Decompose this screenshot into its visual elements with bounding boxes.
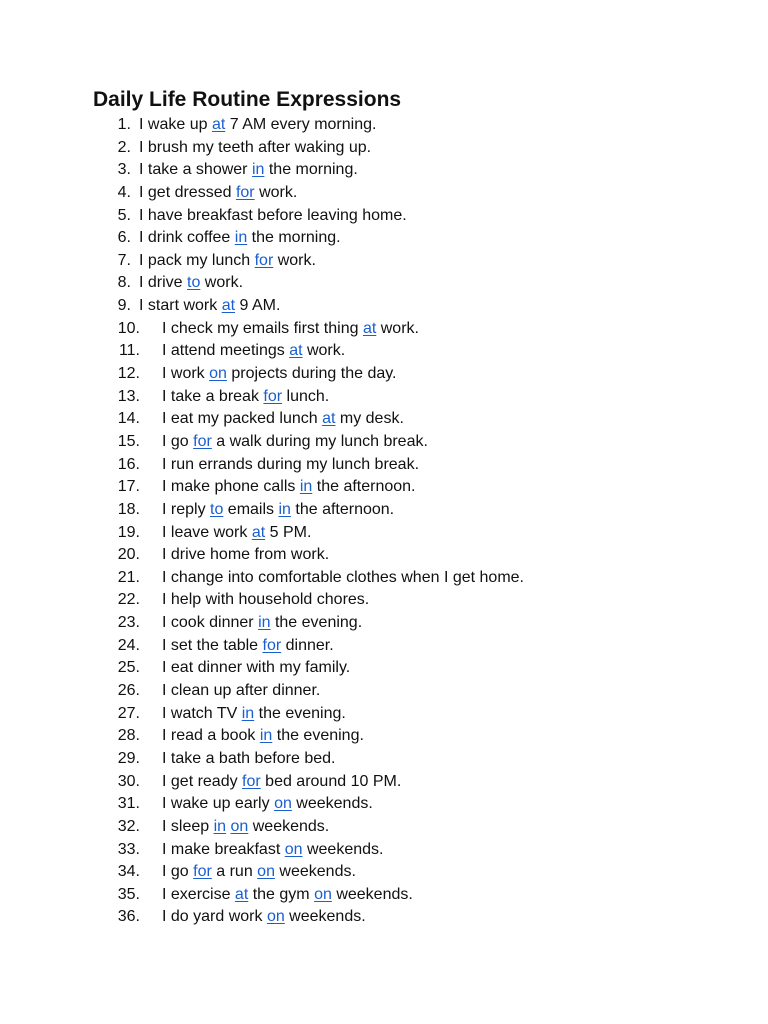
text-segment: I work	[162, 365, 210, 383]
text-segment: I brush my teeth after waking up.	[139, 138, 372, 156]
item-number: 3.	[117, 161, 131, 179]
item-text	[162, 612, 362, 635]
text-segment: the morning.	[247, 229, 341, 247]
preposition-link[interactable]: at	[221, 297, 236, 315]
text-segment: I clean up after dinner.	[162, 682, 321, 700]
document	[93, 86, 733, 929]
text-segment: the evening.	[254, 704, 346, 722]
preposition-link[interactable]: at	[211, 116, 226, 133]
item-number: 15.	[117, 432, 140, 450]
preposition-link[interactable]: for	[254, 251, 274, 269]
text-segment: I get ready	[162, 772, 243, 790]
text-segment: a run	[211, 863, 258, 881]
text-segment: I reply	[162, 500, 211, 518]
item-text	[139, 272, 243, 295]
text-segment: I do yard work	[162, 908, 267, 926]
text-segment: weekends.	[331, 885, 413, 903]
list-item	[93, 680, 733, 703]
text-segment: weekends.	[274, 863, 356, 881]
item-number: 12.	[117, 365, 140, 383]
list-item	[93, 114, 733, 137]
text-segment: I leave work	[162, 523, 252, 541]
item-number: 27.	[117, 704, 140, 722]
item-text	[139, 250, 316, 273]
list-item	[93, 227, 733, 250]
preposition-link[interactable]: on	[274, 795, 292, 813]
text-segment: I drink coffee	[139, 229, 235, 247]
item-number: 11.	[118, 342, 140, 360]
list-item	[93, 816, 733, 839]
item-number: 18.	[117, 500, 140, 518]
text-segment: 9 AM.	[235, 297, 281, 315]
list-item	[93, 567, 733, 590]
item-number: 5.	[117, 206, 131, 224]
item-number: 25.	[117, 659, 140, 677]
preposition-link[interactable]: for	[262, 636, 282, 654]
text-segment: I go	[162, 863, 194, 881]
text-segment: the afternoon.	[290, 500, 395, 518]
item-text	[139, 227, 341, 250]
text-segment: I pack my lunch	[139, 251, 255, 269]
text-segment: the gym	[248, 885, 315, 903]
text-segment: work.	[376, 319, 419, 337]
list-item	[93, 499, 733, 522]
text-segment: work.	[302, 342, 346, 360]
list-item	[93, 725, 733, 748]
list-item	[93, 476, 733, 499]
preposition-link[interactable]: for	[193, 432, 212, 450]
item-text	[162, 680, 320, 703]
item-text	[162, 657, 350, 680]
item-text	[139, 295, 280, 318]
item-number: 21.	[117, 568, 140, 586]
text-segment: I eat my packed lunch	[162, 410, 323, 428]
item-text	[162, 499, 394, 522]
list-item	[93, 295, 733, 318]
list-item	[93, 589, 733, 612]
item-text	[139, 159, 358, 182]
list-item	[93, 839, 733, 862]
text-segment: I start work	[139, 297, 222, 315]
list-item	[93, 205, 733, 228]
text-segment: I drive home from work.	[162, 546, 330, 564]
item-text	[139, 137, 371, 160]
preposition-link[interactable]: for	[193, 863, 212, 881]
text-segment: I cook dinner	[162, 614, 259, 632]
list-item	[93, 182, 733, 205]
preposition-link[interactable]: on	[230, 817, 249, 835]
item-number: 20.	[117, 546, 140, 564]
item-text	[162, 884, 413, 907]
preposition-link[interactable]: on	[314, 885, 332, 903]
text-segment: I take a bath before bed.	[162, 749, 336, 767]
item-number: 36.	[117, 908, 140, 926]
item-text	[162, 567, 524, 590]
preposition-link[interactable]: at	[289, 342, 303, 360]
text-segment: weekends.	[284, 908, 366, 926]
text-segment: I eat dinner with my family.	[162, 659, 351, 677]
text-segment: I make phone calls	[162, 478, 300, 496]
list-item	[93, 748, 733, 771]
item-text	[162, 589, 369, 612]
item-number: 1.	[117, 116, 131, 133]
item-number: 33.	[117, 840, 140, 858]
list-item	[93, 522, 733, 545]
preposition-link[interactable]: at	[362, 319, 377, 337]
preposition-link[interactable]: in	[258, 614, 271, 632]
text-segment: projects during the day.	[226, 365, 397, 383]
item-number: 30.	[117, 772, 140, 790]
preposition-link[interactable]: on	[257, 863, 275, 881]
text-segment: lunch.	[282, 387, 330, 405]
text-segment: I change into comfortable clothes when I get home.	[162, 568, 524, 586]
item-text	[162, 839, 383, 862]
item-number: 34.	[117, 863, 140, 881]
text-segment: I go	[162, 432, 194, 450]
text-segment: work.	[273, 251, 316, 269]
text-segment: weekends.	[248, 817, 330, 835]
item-text	[162, 793, 373, 816]
preposition-link[interactable]: for	[242, 772, 261, 790]
text-segment: I read a book	[162, 727, 260, 745]
list-item	[93, 431, 733, 454]
item-text	[139, 182, 297, 205]
text-segment: I help with household chores.	[162, 591, 370, 609]
preposition-link[interactable]: on	[284, 840, 303, 858]
list-item	[93, 272, 733, 295]
text-segment: I drive	[139, 274, 188, 292]
text-segment: emails	[223, 500, 279, 518]
item-text	[162, 906, 366, 929]
list-item	[93, 363, 733, 386]
text-segment: the evening.	[270, 614, 363, 632]
text-segment: I wake up	[139, 116, 212, 133]
preposition-link[interactable]: on	[266, 908, 285, 926]
item-number: 26.	[117, 682, 140, 700]
item-text	[162, 340, 345, 363]
item-number: 22.	[117, 591, 140, 609]
preposition-link[interactable]: for	[235, 183, 255, 201]
item-number: 13.	[117, 387, 140, 405]
text-segment: I take a break	[162, 387, 264, 405]
item-number: 14.	[117, 410, 140, 428]
item-text	[162, 703, 346, 726]
preposition-link[interactable]: for	[263, 387, 283, 405]
item-text	[162, 816, 329, 839]
item-text	[162, 408, 404, 431]
preposition-link[interactable]: in	[213, 817, 227, 835]
preposition-link[interactable]: on	[209, 365, 227, 383]
text-segment: I get dressed	[139, 183, 236, 201]
item-text	[139, 114, 376, 137]
item-text	[162, 363, 397, 386]
list-item	[93, 340, 733, 363]
item-number: 19.	[117, 523, 140, 541]
item-text	[162, 476, 416, 499]
item-number: 35.	[117, 885, 140, 903]
text-segment: I sleep	[162, 817, 214, 835]
preposition-link[interactable]: to	[187, 274, 201, 292]
preposition-link[interactable]: in	[259, 727, 273, 745]
item-text	[162, 318, 419, 341]
item-text	[162, 771, 401, 794]
text-segment: I watch TV	[162, 704, 242, 722]
list-item	[93, 861, 733, 884]
list-item	[93, 137, 733, 160]
item-number: 2.	[117, 138, 131, 156]
text-segment: 7 AM every morning.	[225, 116, 377, 133]
item-text	[162, 454, 419, 477]
preposition-link[interactable]: in	[299, 478, 313, 496]
list-item	[93, 454, 733, 477]
item-number: 28.	[117, 727, 140, 745]
preposition-link[interactable]: at	[251, 523, 266, 541]
list-item	[93, 408, 733, 431]
text-segment: I set the table	[162, 636, 263, 654]
list-item	[93, 386, 733, 409]
list-item	[93, 159, 733, 182]
item-number: 8.	[117, 274, 131, 292]
preposition-link[interactable]: in	[278, 500, 291, 518]
text-segment: a walk during my lunch break.	[211, 432, 428, 450]
item-text	[162, 386, 329, 409]
text-segment: work.	[200, 274, 244, 292]
item-text	[162, 522, 311, 545]
item-text	[139, 205, 407, 228]
text-segment: I make breakfast	[162, 840, 285, 858]
preposition-link[interactable]: at	[322, 410, 336, 428]
preposition-link[interactable]: in	[234, 229, 248, 247]
text-segment: I have breakfast before leaving home.	[139, 206, 407, 224]
text-segment: dinner.	[281, 636, 334, 654]
item-number: 23.	[117, 614, 140, 632]
text-segment: I run errands during my lunch break.	[162, 455, 420, 473]
item-number: 29.	[117, 749, 140, 767]
text-segment: my desk.	[335, 410, 404, 428]
text-segment: I take a shower	[139, 161, 252, 179]
text-segment: 5 PM.	[265, 523, 312, 541]
preposition-link[interactable]: in	[251, 161, 265, 179]
list-item	[93, 906, 733, 929]
text-segment: I attend meetings	[162, 342, 290, 360]
item-text	[162, 861, 356, 884]
item-number: 24.	[117, 636, 140, 654]
item-number: 32.	[117, 817, 140, 835]
text-segment: the evening.	[272, 727, 364, 745]
text-segment: work.	[254, 183, 298, 201]
item-text	[162, 635, 334, 658]
text-segment: the morning.	[264, 161, 358, 179]
list-item	[93, 612, 733, 635]
item-number: 7.	[117, 251, 131, 269]
text-segment: weekends.	[302, 840, 384, 858]
item-text	[162, 725, 364, 748]
text-segment: the afternoon.	[312, 478, 416, 496]
preposition-link[interactable]: in	[241, 704, 255, 722]
page-title: Daily Life Routine Expressions	[93, 88, 402, 111]
item-number: 9.	[117, 297, 131, 315]
list-item	[93, 635, 733, 658]
list-item	[93, 250, 733, 273]
list-item	[93, 318, 733, 341]
list-item	[93, 544, 733, 567]
item-number: 6.	[117, 229, 131, 247]
item-text	[162, 431, 428, 454]
text-segment: I check my emails first thing	[162, 319, 363, 337]
preposition-link[interactable]: to	[210, 500, 224, 518]
item-text	[162, 544, 329, 567]
list-item	[93, 884, 733, 907]
text-segment: I wake up early	[162, 795, 275, 813]
item-number: 4.	[117, 183, 131, 201]
item-number: 16.	[117, 455, 140, 473]
item-number: 10.	[117, 319, 140, 337]
item-number: 17.	[117, 478, 140, 496]
list-item	[93, 793, 733, 816]
expression-list	[93, 114, 733, 929]
text-segment: I exercise	[162, 885, 235, 903]
list-item	[93, 703, 733, 726]
text-segment: bed around 10 PM.	[260, 772, 402, 790]
preposition-link[interactable]: at	[234, 885, 249, 903]
list-item	[93, 771, 733, 794]
item-text	[162, 748, 335, 771]
list-item	[93, 657, 733, 680]
item-number: 31.	[117, 795, 140, 813]
text-segment: weekends.	[291, 795, 373, 813]
